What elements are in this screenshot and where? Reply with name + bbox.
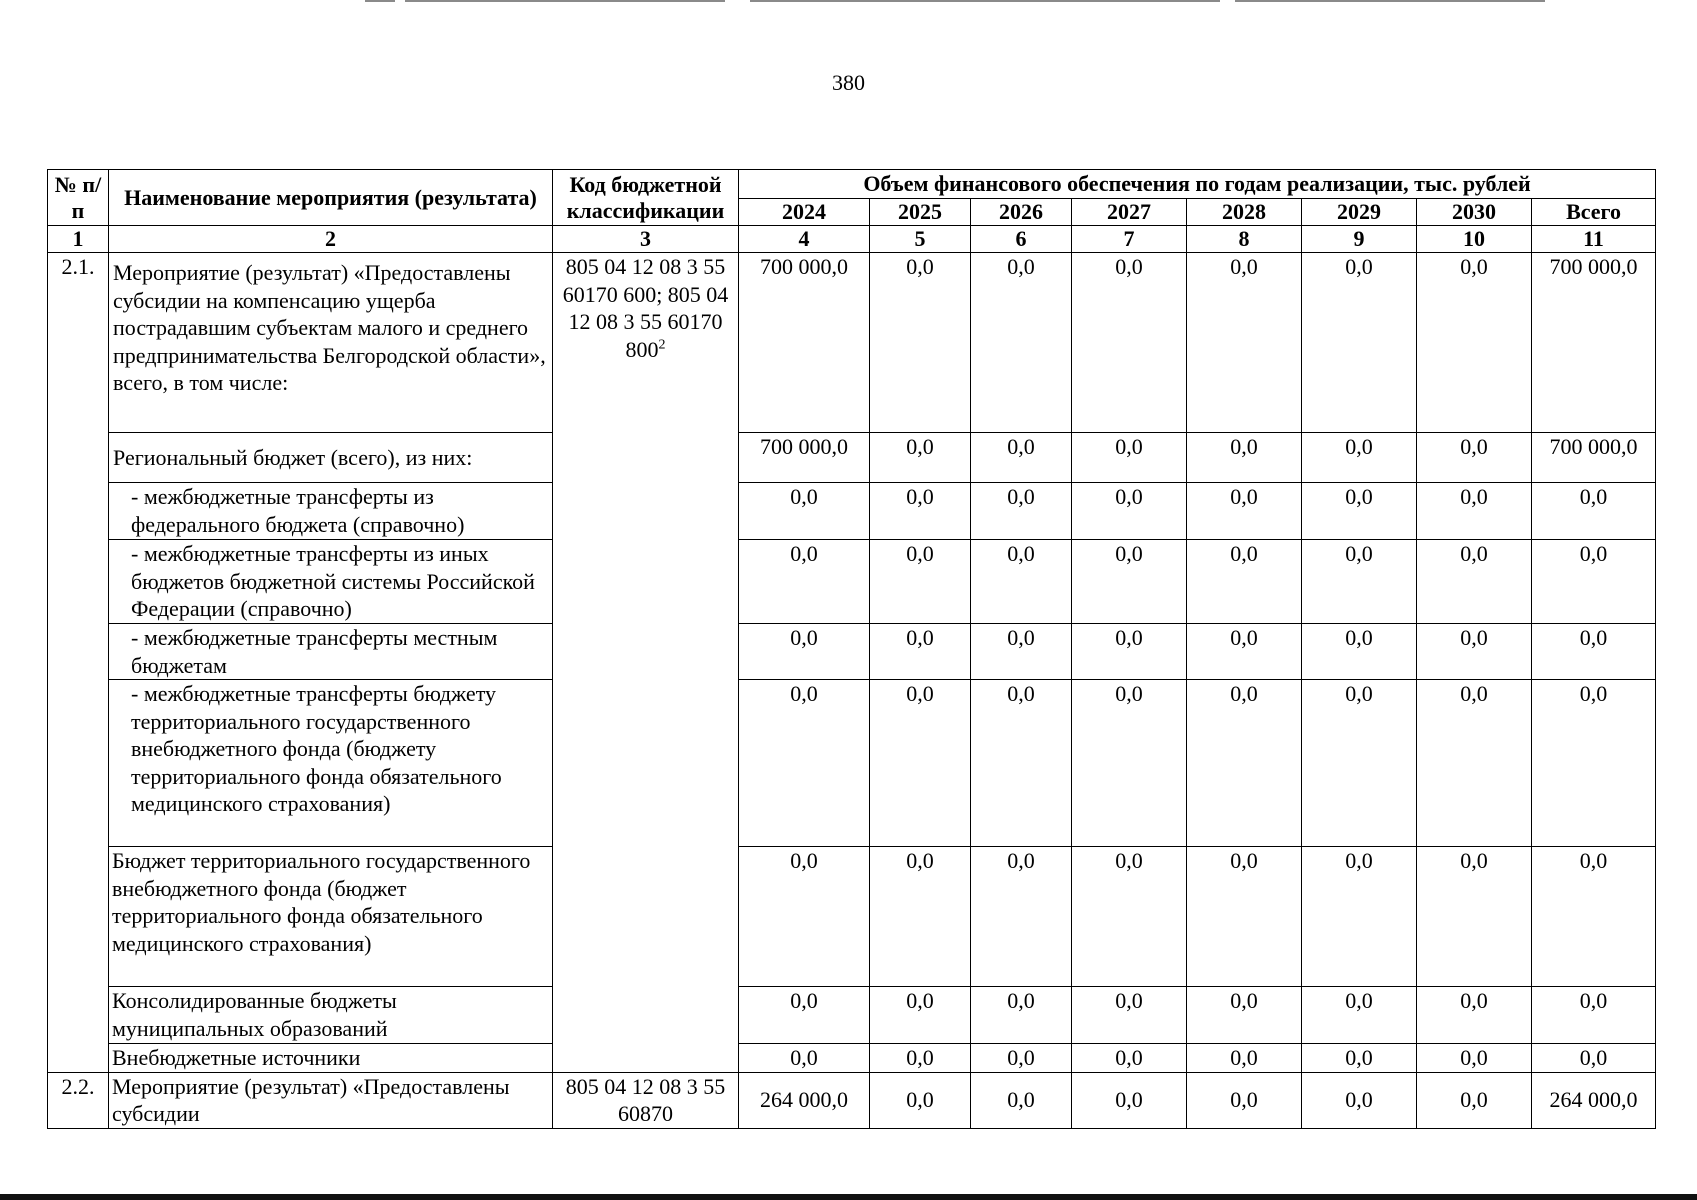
row-value: 0,0 xyxy=(1417,1044,1532,1073)
row-value: 0,0 xyxy=(1302,253,1417,433)
row-value: 0,0 xyxy=(1187,253,1302,433)
row-value: 0,0 xyxy=(1302,624,1417,680)
column-number: 1 xyxy=(48,226,109,253)
row-value: 264 000,0 xyxy=(1532,1072,1656,1128)
row-value: 0,0 xyxy=(1302,483,1417,540)
row-value: 0,0 xyxy=(1417,540,1532,624)
row-value: 0,0 xyxy=(1302,680,1417,847)
row-value: 0,0 xyxy=(870,1072,971,1128)
row-value: 0,0 xyxy=(739,540,870,624)
page-number: 380 xyxy=(832,70,865,95)
header-num: № п/п xyxy=(48,170,109,226)
row-code-text: 805 04 12 08 3 55 60170 600; 805 04 12 08 3 55 60170 800 xyxy=(562,254,729,362)
table-row xyxy=(48,987,1656,1044)
row-value: 264 000,0 xyxy=(739,1072,870,1128)
row-value: 0,0 xyxy=(1417,1072,1532,1128)
top-scan-rule xyxy=(0,0,1697,2)
row-name: - межбюджетные трансферты местным бюджетам xyxy=(109,624,553,680)
row-value: 0,0 xyxy=(1187,847,1302,987)
row-value: 0,0 xyxy=(1072,1044,1187,1073)
row-name: Внебюджетные источники xyxy=(109,1044,553,1073)
row-value: 0,0 xyxy=(1187,680,1302,847)
row-value: 0,0 xyxy=(870,540,971,624)
row-value: 0,0 xyxy=(739,987,870,1044)
row-value: 0,0 xyxy=(870,847,971,987)
header-year: 2027 xyxy=(1072,199,1187,226)
header-year: 2030 xyxy=(1417,199,1532,226)
row-value: 0,0 xyxy=(870,680,971,847)
row-value: 0,0 xyxy=(1187,433,1302,483)
table-row xyxy=(48,253,1656,433)
column-number: 4 xyxy=(739,226,870,253)
row-value: 0,0 xyxy=(739,1044,870,1073)
row-value: 0,0 xyxy=(1417,680,1532,847)
row-value: 700 000,0 xyxy=(739,433,870,483)
row-value: 0,0 xyxy=(971,540,1072,624)
table-row xyxy=(48,433,1656,483)
row-value: 0,0 xyxy=(739,624,870,680)
row-name: Бюджет территориального государственного внебюджетного фонда (бюджет территориального фонда обязательного медицинского страхования) xyxy=(109,847,553,987)
column-number: 5 xyxy=(870,226,971,253)
row-value: 0,0 xyxy=(870,624,971,680)
financing-table xyxy=(47,169,1656,1129)
row-value: 0,0 xyxy=(739,483,870,540)
row-value: 0,0 xyxy=(971,1072,1072,1128)
table-row xyxy=(48,540,1656,624)
header-year: 2026 xyxy=(971,199,1072,226)
bottom-scan-rule xyxy=(0,1194,1697,1200)
row-value: 0,0 xyxy=(1072,624,1187,680)
row-value: 0,0 xyxy=(870,253,971,433)
row-value: 0,0 xyxy=(1187,987,1302,1044)
row-name: - межбюджетные трансферты из иных бюджетов бюджетной системы Российской Федерации (справочно) xyxy=(109,540,553,624)
table-row xyxy=(48,1044,1656,1073)
table-row xyxy=(48,847,1656,987)
row-value: 0,0 xyxy=(1187,1044,1302,1073)
row-value: 0,0 xyxy=(971,624,1072,680)
row-value: 0,0 xyxy=(1417,987,1532,1044)
column-number: 11 xyxy=(1532,226,1656,253)
row-name: Региональный бюджет (всего), из них: xyxy=(109,433,553,483)
row-name: - межбюджетные трансферты бюджету территориального государственного внебюджетного фонда (бюджету территориального фонда обязательного медицинского страхования) xyxy=(109,680,553,847)
row-number: 2.2. xyxy=(48,1072,109,1128)
row-value: 0,0 xyxy=(1072,847,1187,987)
row-value: 0,0 xyxy=(1302,540,1417,624)
table-row xyxy=(48,624,1656,680)
column-number: 8 xyxy=(1187,226,1302,253)
row-value: 0,0 xyxy=(1532,680,1656,847)
header-total: Всего xyxy=(1532,199,1656,226)
row-value: 0,0 xyxy=(971,253,1072,433)
row-value: 0,0 xyxy=(1302,433,1417,483)
row-value: 0,0 xyxy=(1532,1044,1656,1073)
column-number: 7 xyxy=(1072,226,1187,253)
row-value: 0,0 xyxy=(1072,987,1187,1044)
row-value: 0,0 xyxy=(870,1044,971,1073)
column-number: 10 xyxy=(1417,226,1532,253)
row-value: 700 000,0 xyxy=(739,253,870,433)
table-row xyxy=(48,1072,1656,1128)
column-number: 2 xyxy=(109,226,553,253)
header-name: Наименование мероприятия (результата) xyxy=(109,170,553,226)
row-name: Консолидированные бюджеты муниципальных образований xyxy=(109,987,553,1044)
row-value: 0,0 xyxy=(870,987,971,1044)
row-value: 0,0 xyxy=(1302,1072,1417,1128)
row-value: 0,0 xyxy=(971,483,1072,540)
row-value: 700 000,0 xyxy=(1532,433,1656,483)
row-value: 0,0 xyxy=(1072,483,1187,540)
header-year: 2028 xyxy=(1187,199,1302,226)
row-value: 0,0 xyxy=(1302,1044,1417,1073)
row-value: 0,0 xyxy=(1532,987,1656,1044)
header-code: Код бюджетной классификации xyxy=(553,170,739,226)
header-year: 2025 xyxy=(870,199,971,226)
row-value: 0,0 xyxy=(1302,987,1417,1044)
row-value: 0,0 xyxy=(739,680,870,847)
row-value: 0,0 xyxy=(870,483,971,540)
row-value: 0,0 xyxy=(1302,847,1417,987)
footnote-mark: 2 xyxy=(658,337,666,353)
row-value: 0,0 xyxy=(971,987,1072,1044)
row-value: 0,0 xyxy=(1417,483,1532,540)
row-value: 0,0 xyxy=(1187,1072,1302,1128)
row-name: Мероприятие (результат) «Предоставлены субсидии на компенсацию ущерба пострадавшим субъектам малого и среднего предпринимательства Белгородской области», всего, в том числе: xyxy=(109,253,553,433)
row-value: 0,0 xyxy=(1187,624,1302,680)
row-value: 0,0 xyxy=(1072,1072,1187,1128)
table-row xyxy=(48,483,1656,540)
row-value: 0,0 xyxy=(1187,483,1302,540)
row-name: - межбюджетные трансферты из федерального бюджета (справочно) xyxy=(109,483,553,540)
row-value: 0,0 xyxy=(1532,847,1656,987)
row-value: 0,0 xyxy=(1417,624,1532,680)
row-value: 0,0 xyxy=(1072,253,1187,433)
row-code: 805 04 12 08 3 55 60870 xyxy=(553,1072,739,1128)
header-year: 2024 xyxy=(739,199,870,226)
row-value: 700 000,0 xyxy=(1532,253,1656,433)
row-number: 2.1. xyxy=(48,253,109,1073)
row-value: 0,0 xyxy=(1417,253,1532,433)
row-name: Мероприятие (результат) «Предоставлены субсидии xyxy=(109,1072,553,1128)
header-year: 2029 xyxy=(1302,199,1417,226)
row-value: 0,0 xyxy=(1417,847,1532,987)
row-value: 0,0 xyxy=(870,433,971,483)
row-value: 0,0 xyxy=(1532,624,1656,680)
column-number: 9 xyxy=(1302,226,1417,253)
row-value: 0,0 xyxy=(971,680,1072,847)
column-number-row xyxy=(48,226,1656,253)
column-number: 6 xyxy=(971,226,1072,253)
row-value: 0,0 xyxy=(1072,540,1187,624)
table-row xyxy=(48,680,1656,847)
row-value: 0,0 xyxy=(1187,540,1302,624)
row-value: 0,0 xyxy=(739,847,870,987)
row-value: 0,0 xyxy=(1072,433,1187,483)
row-code xyxy=(553,253,739,1073)
row-value: 0,0 xyxy=(971,433,1072,483)
row-value: 0,0 xyxy=(1532,483,1656,540)
row-value: 0,0 xyxy=(1072,680,1187,847)
header-row xyxy=(48,170,1656,199)
row-value: 0,0 xyxy=(971,1044,1072,1073)
header-volume: Объем финансового обеспечения по годам реализации, тыс. рублей xyxy=(739,170,1656,199)
row-value: 0,0 xyxy=(971,847,1072,987)
row-value: 0,0 xyxy=(1532,540,1656,624)
row-value: 0,0 xyxy=(1417,433,1532,483)
column-number: 3 xyxy=(553,226,739,253)
